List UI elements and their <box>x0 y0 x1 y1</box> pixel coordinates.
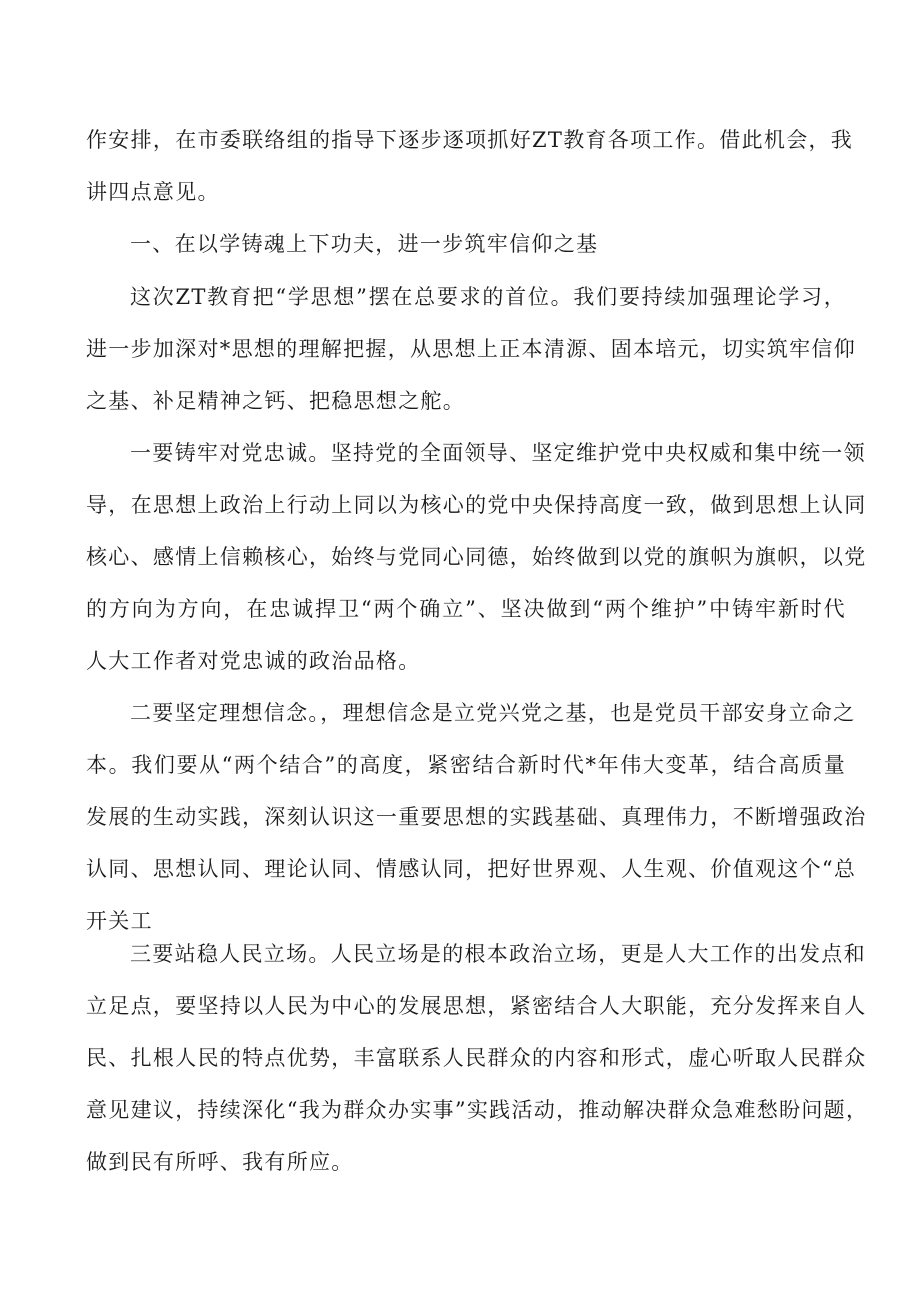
text-line: 民、扎根人民的特点优势，丰富联系人民群众的内容和形式，虚心听取人民群众 <box>86 1046 867 1070</box>
text-line: 立足点，要坚持以人民为中心的发展思想，紧密结合人大职能，充分发挥来自人 <box>86 994 867 1018</box>
text-line: 作安排，在市委联络组的指导下逐步逐项抓好ZT教育各项工作。借此机会，我 <box>86 128 854 152</box>
paragraph-study-thought <box>86 271 856 427</box>
text-line: 本。我们要从“两个结合”的高度，紧密结合新时代*年伟大变革，结合高质量 <box>86 753 846 777</box>
text-line: 之基、补足精神之钙、把稳思想之舵。 <box>86 389 466 413</box>
text-line: 意见建议，持续深化“我为群众办实事”实践活动，推动解决群众急难愁盼问题， <box>86 1098 869 1122</box>
text-line: 开关工 <box>86 909 153 933</box>
text-line: 导，在思想上政治上行动上同以为核心的党中央保持高度一致，做到思想上认同 <box>86 493 867 517</box>
text-line: 认同、思想认同、理论认同、情感认同，把好世界观、人生观、价值观这个“总 <box>86 857 857 881</box>
text-line: 二要坚定理想信念。，理想信念是立党兴党之基，也是党员干部安身立命之 <box>130 701 856 725</box>
text-line: 一要铸牢对党忠诚。坚持党的全面领导、坚定维护党中央权威和集中统一领 <box>130 441 866 465</box>
text-line: 核心、感情上信赖核心，始终与党同心同德，始终做到以党的旗帜为旗帜，以党 <box>86 545 867 569</box>
section-heading-text: 一、在以学铸魂上下功夫，进一步筑牢信仰之基 <box>130 232 599 256</box>
paragraph-people <box>86 928 869 1188</box>
text-line: 人大工作者对党忠诚的政治品格。 <box>86 649 421 673</box>
paragraph-intro <box>86 114 854 218</box>
text-line: 讲四点意见。 <box>86 180 220 204</box>
section-heading <box>86 218 846 270</box>
text-line: 做到民有所呼、我有所应。 <box>86 1150 354 1174</box>
paragraph-loyalty <box>86 427 867 687</box>
text-line: 的方向为方向，在忠诚捍卫“两个确立”、坚决做到“两个维护”中铸牢新时代 <box>86 597 846 621</box>
text-line: 进一步加深对*思想的理解把握，从思想上正本清源、固本培元，切实筑牢信仰 <box>86 337 856 361</box>
paragraph-ideals <box>86 687 867 947</box>
text-line: 三要站稳人民立场。人民立场是的根本政治立场，更是人大工作的出发点和 <box>130 942 866 966</box>
text-line: 发展的生动实践，深刻认识这一重要思想的实践基础、真理伟力，不断增强政治 <box>86 805 867 829</box>
text-line: 这次ZT教育把“学思想”摆在总要求的首位。我们要持续加强理论学习， <box>130 285 846 309</box>
